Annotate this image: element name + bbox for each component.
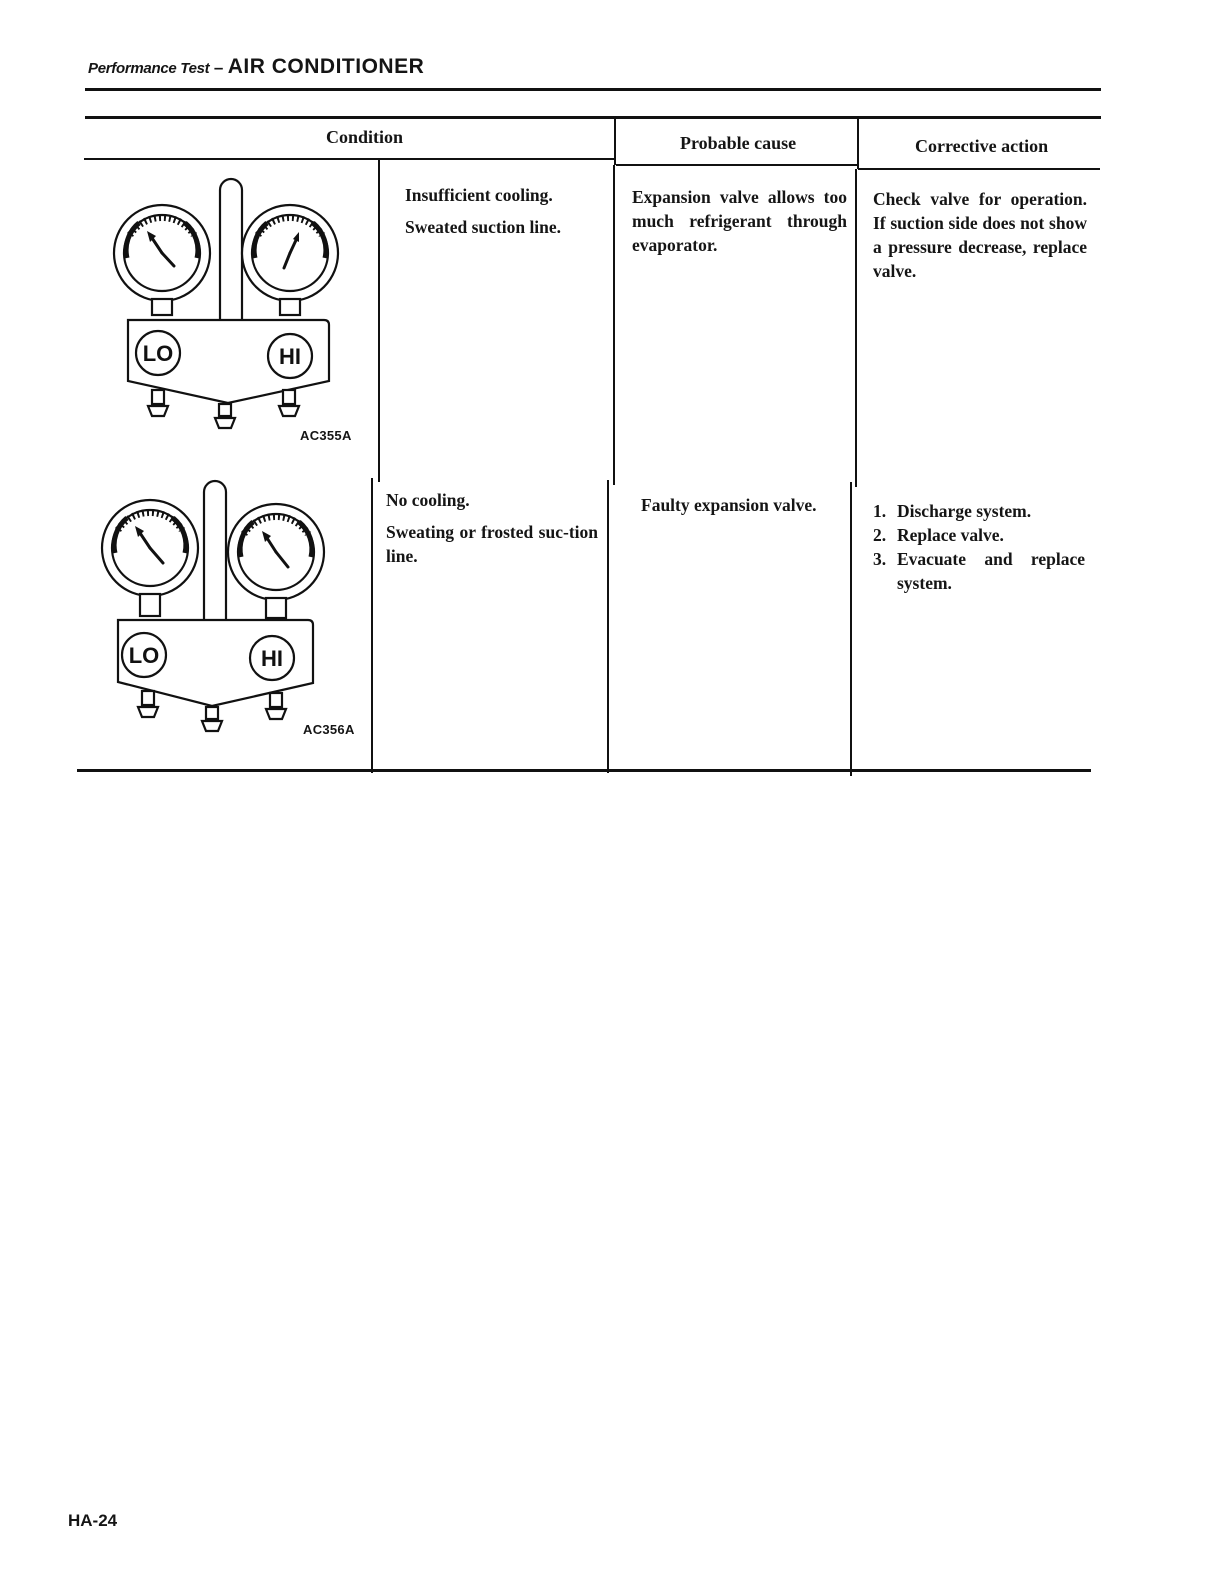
condition-header-rule [84,158,616,160]
column-divider-2-row1 [855,169,857,487]
step-number: 2. [873,525,887,545]
step-text: Discharge system. [897,501,1032,521]
header-dash: – [213,58,224,77]
hi-label: HI [279,344,301,369]
figure-divider-row1 [378,160,380,482]
column-divider-1-head [614,117,616,165]
figure-label-row2: AC356A [303,722,355,737]
manifold-gauge-figure-row2 [92,470,342,742]
column-divider-2-row2 [850,482,852,776]
condition-cell-row1 [405,183,605,239]
condition-line-1: Insufficient cooling. [405,185,553,205]
step-text: Evacuate and replace system. [897,549,1085,593]
condition-line-2: Sweated suction line. [405,217,562,237]
cause-cell-row1: Expansion valve allows too much refrigerant through evaporator. [632,187,847,255]
lo-label: LO [142,341,174,366]
column-header-condition: Condition [326,127,404,147]
column-header-corrective-action: Corrective action [915,136,1049,156]
action-cell-row2 [873,499,1085,595]
action-cell-row1: Check valve for operation. If suction side does not show a pressure decrease, replace valve. [873,189,1087,281]
lo-label: LO [128,643,160,668]
step-number: 1. [873,501,887,521]
cause-cell-row2: Faulty expansion valve. [641,495,817,515]
page-number: HA-24 [68,1511,118,1530]
cause-header-rule [616,164,858,166]
condition-cell-row2 [386,488,598,568]
action-step [873,523,1085,547]
header-rule [85,88,1101,91]
action-header-rule [858,168,1100,170]
action-step [873,499,1085,523]
page-header [88,55,424,79]
figure-divider-row2 [371,478,373,773]
figure-label-row1: AC355A [300,428,352,443]
column-header-probable-cause: Probable cause [680,133,797,153]
column-divider-1-row2 [607,480,609,773]
condition-line-1: No cooling. [386,490,470,510]
step-number: 3. [873,549,887,569]
table-bottom-rule [77,769,1091,772]
table-top-rule [85,116,1101,119]
section-label: Performance Test [88,60,210,77]
action-steps-list [873,499,1085,595]
page-title: AIR CONDITIONER [227,55,425,78]
condition-line-2: Sweating or frosted suc-tion line. [386,522,598,566]
manifold-gauge-figure-row1 [100,168,350,440]
action-step [873,547,1085,595]
hi-label: HI [261,646,283,671]
step-text: Replace valve. [897,525,1004,545]
column-divider-2-head [857,117,859,169]
column-divider-1-row1 [613,165,615,485]
